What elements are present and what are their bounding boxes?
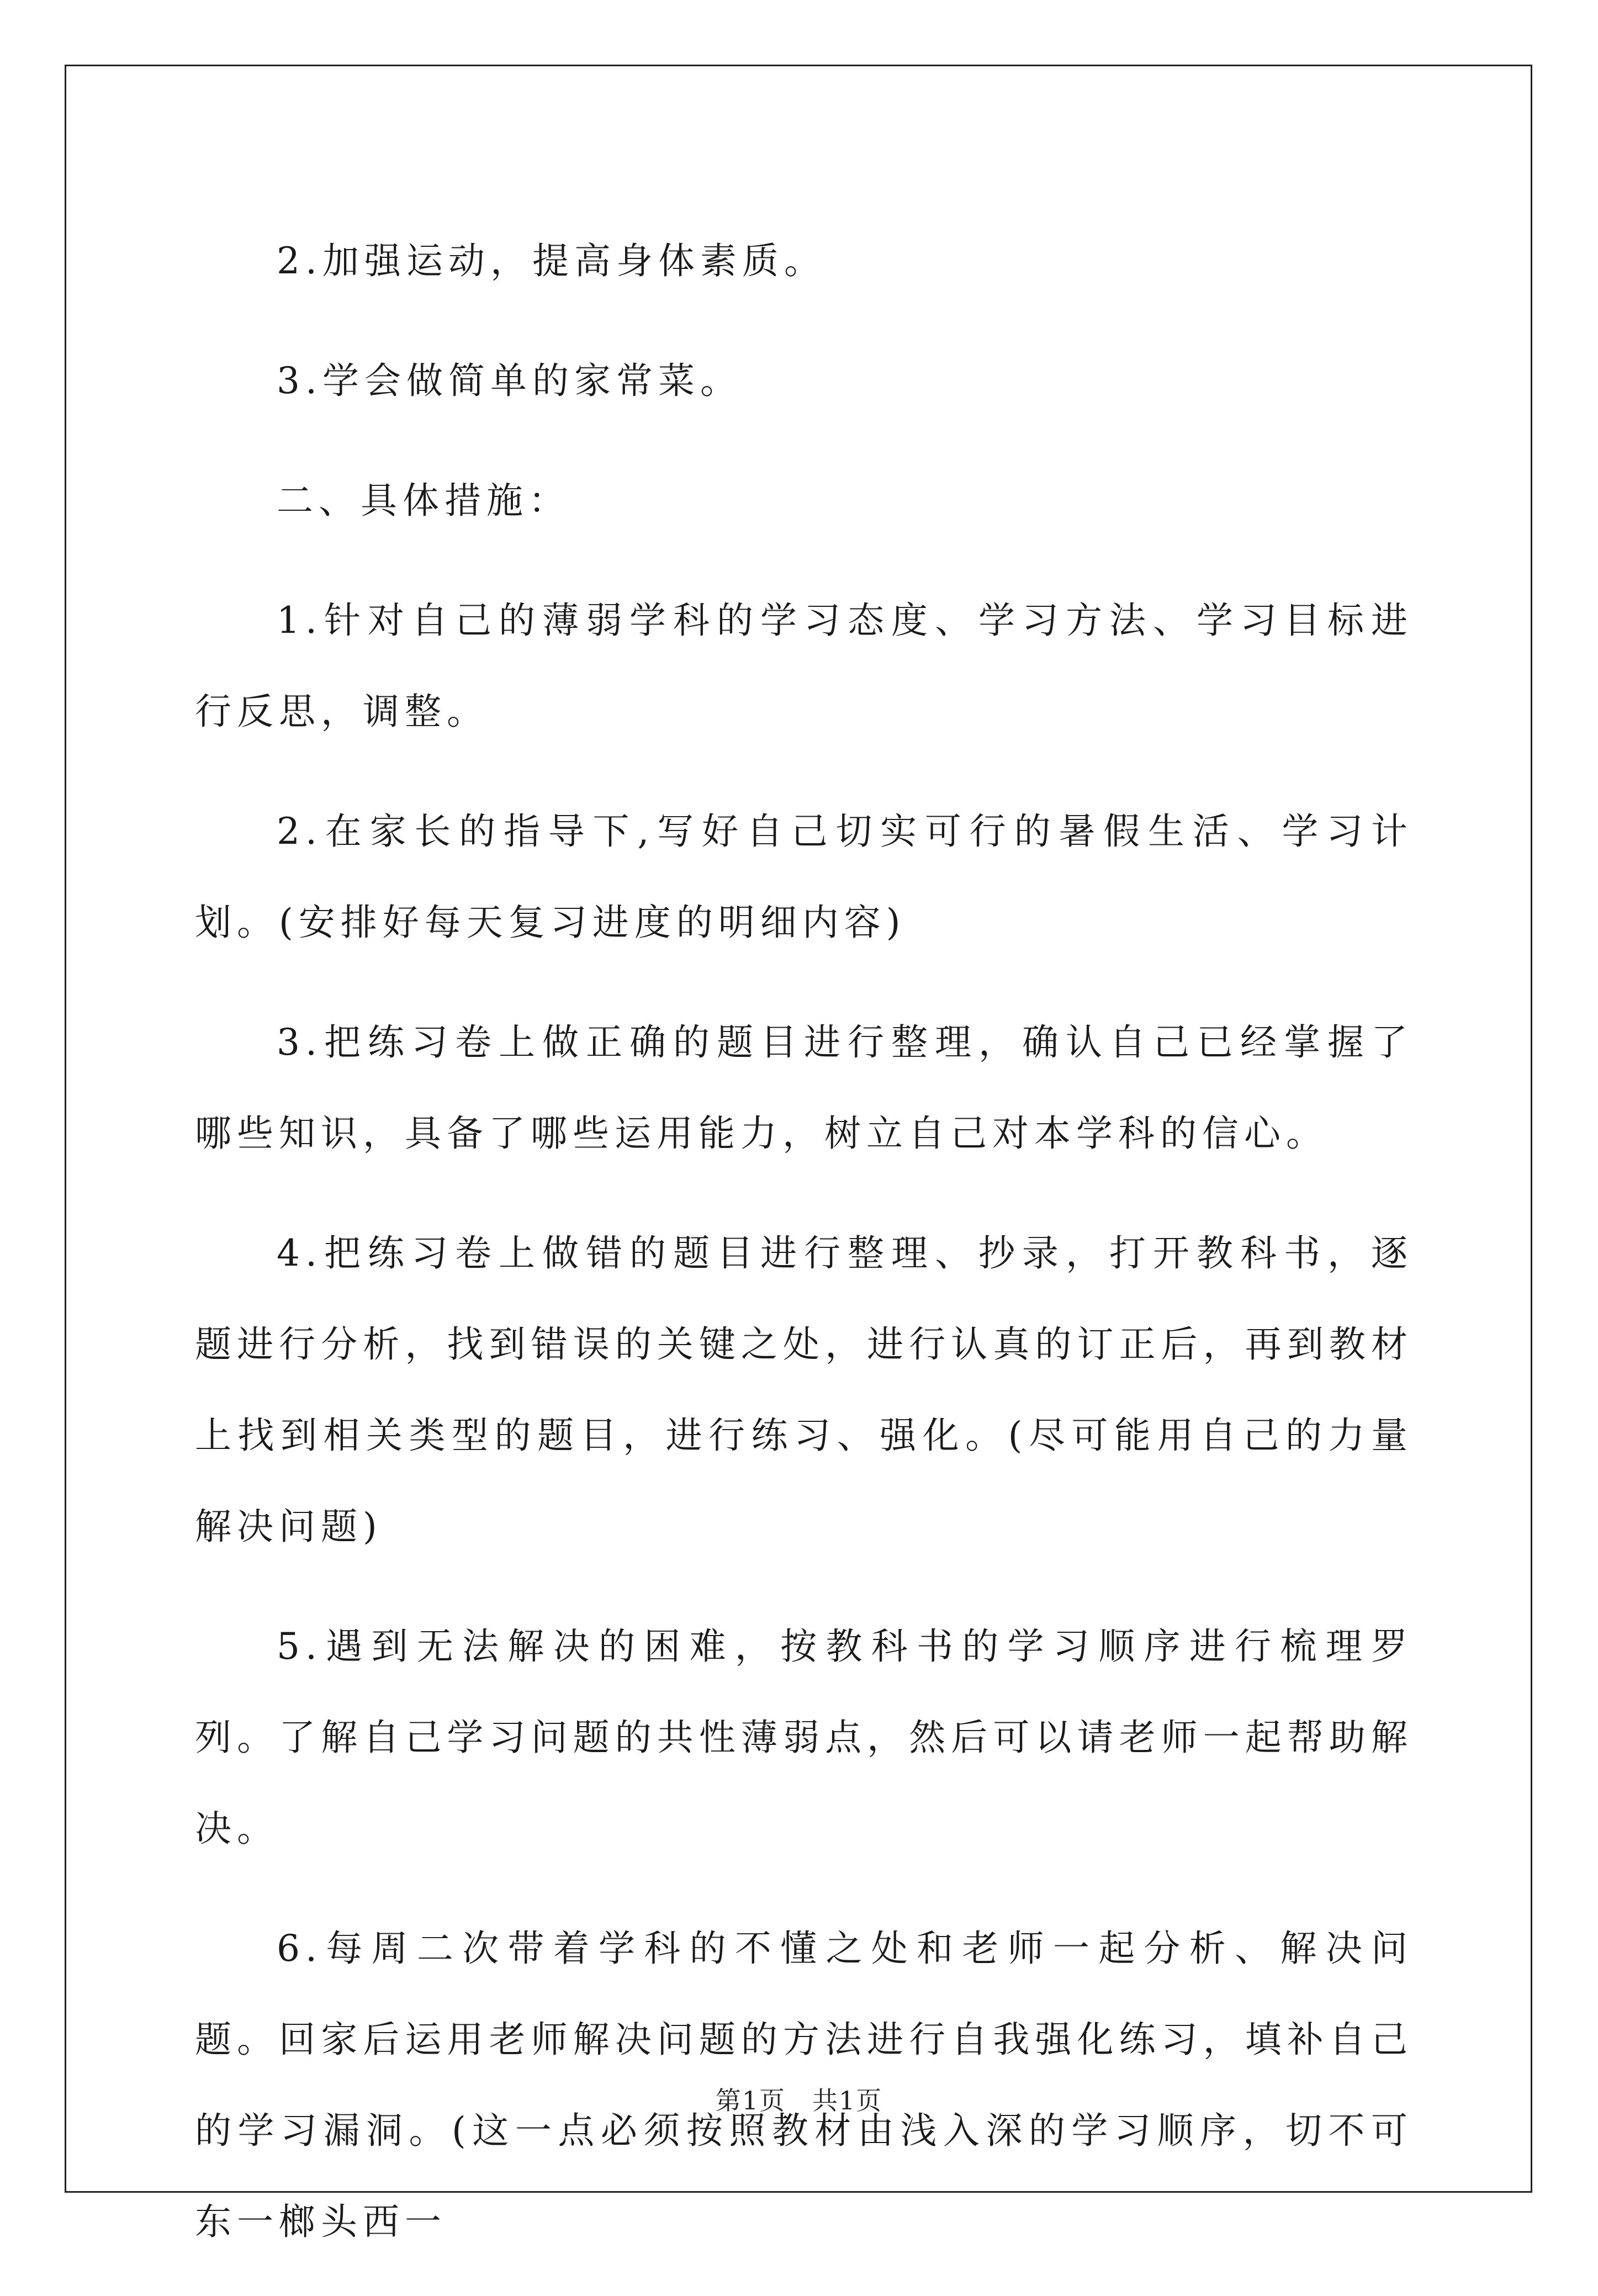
page-number-footer: 第1页 共1页: [715, 2086, 883, 2115]
document-body: [195, 215, 1413, 2296]
paragraph-measure-2: 2.在家长的指导下,写好自己切实可行的暑假生活、学习计划。(安排好每天复习进度的明细内容): [195, 810, 1413, 944]
section-heading-measures: 二、具体措施：: [277, 479, 570, 522]
paragraph-measure-3: 3.把练习卷上做正确的题目进行整理，确认自己已经掌握了哪些知识，具备了哪些运用能力，树立自己对本学科的信心。: [195, 1021, 1413, 1155]
paragraph-measure-6: 6.每周二次带着学科的不懂之处和老师一起分析、解决问题。回家后运用老师解决问题的方法进行自我强化练习，填补自己的学习漏洞。(这一点必须按照教材由浅入深的学习顺序，切不可东一榔头西一: [195, 1927, 1413, 2243]
paragraph-measure-5: 5.遇到无法解决的困难，按教科书的学习顺序进行梳理罗列。了解自己学习问题的共性薄弱点，然后可以请老师一起帮助解决。: [195, 1625, 1413, 1850]
paragraph-measure-1: 1.针对自己的薄弱学科的学习态度、学习方法、学习目标进行反思，调整。: [195, 599, 1413, 733]
paragraph-goal-2: 2.加强运动，提高身体素质。: [277, 240, 826, 282]
paragraph-goal-3: 3.学会做简单的家常菜。: [277, 359, 742, 402]
paragraph-measure-4: 4.把练习卷上做错的题目进行整理、抄录，打开教科书，逐题进行分析，找到错误的关键之处，进行认真的订正后，再到教材上找到相关类型的题目，进行练习、强化。(尽可能用自己的力量解决问题): [195, 1232, 1413, 1548]
